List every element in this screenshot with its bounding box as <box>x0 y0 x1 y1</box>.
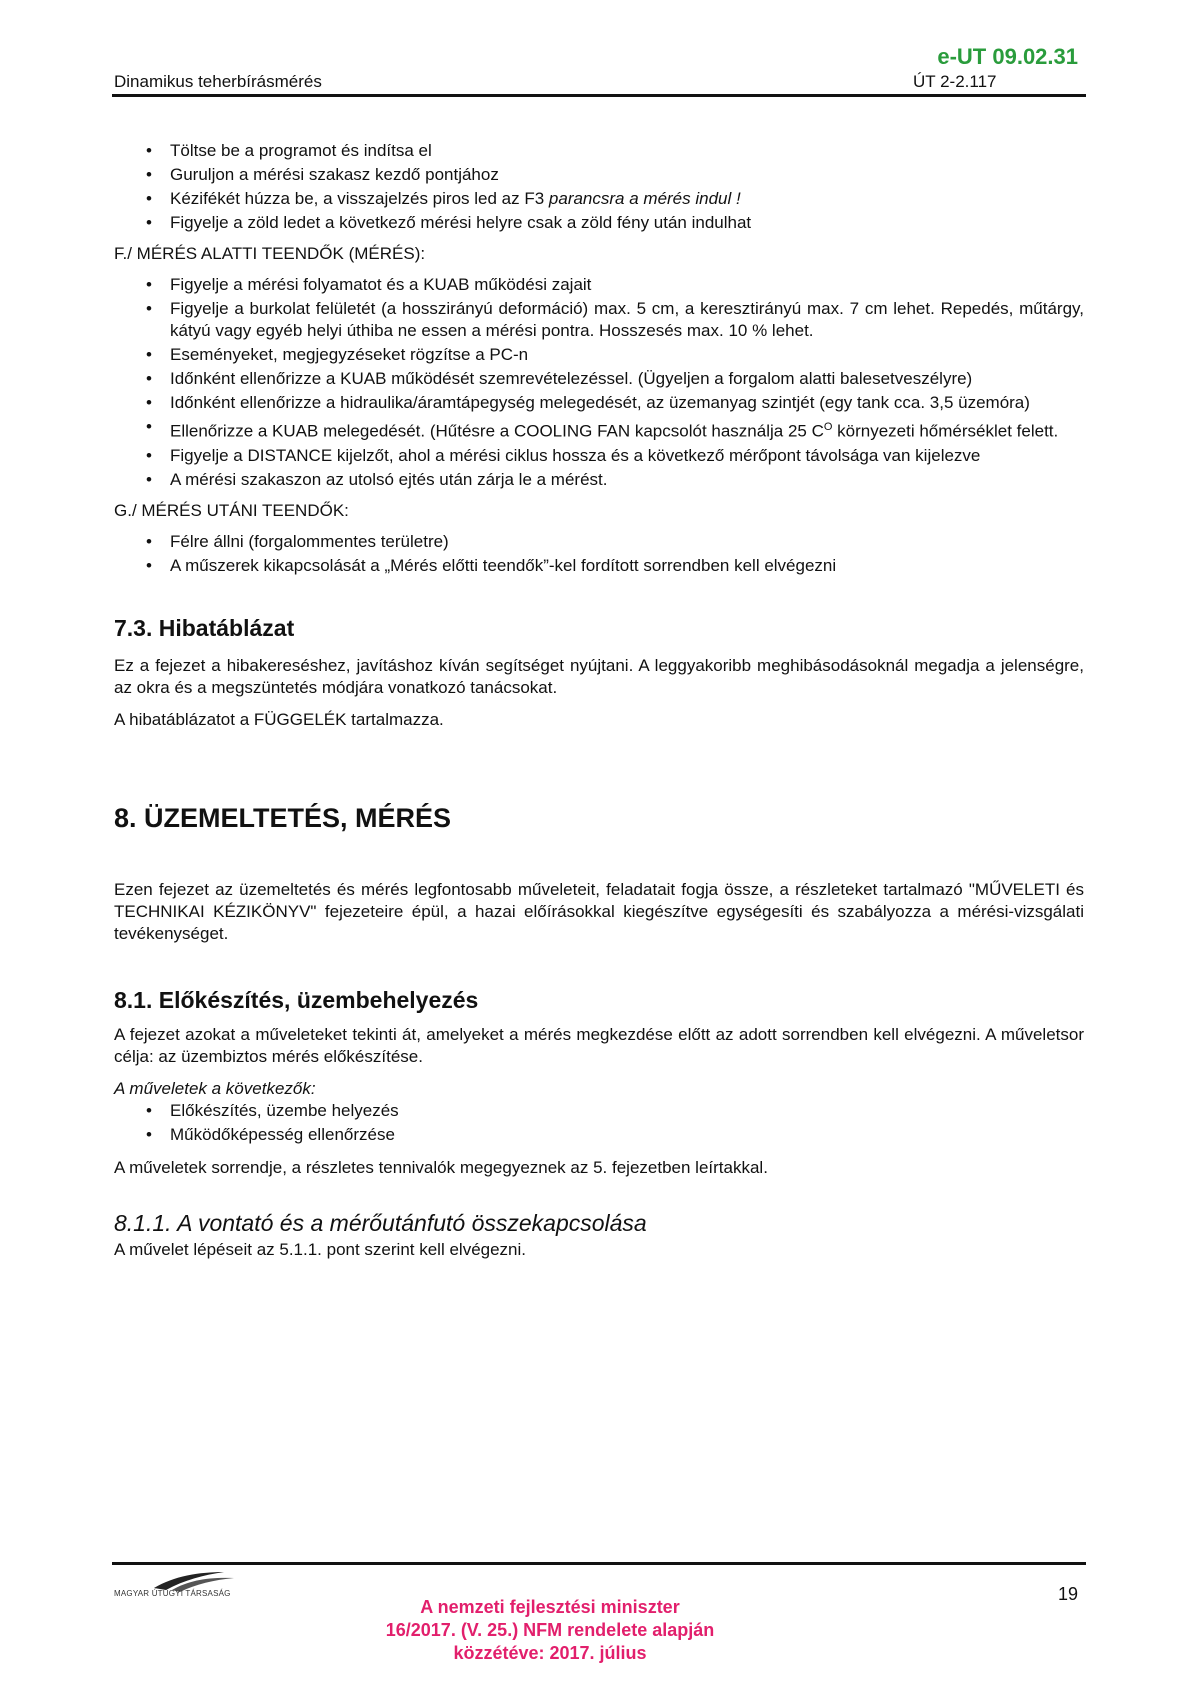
superscript: O <box>823 421 833 433</box>
section-g-list <box>114 531 1084 577</box>
list-item: • Működőképesség ellenőrzése <box>170 1124 1084 1146</box>
list-item: • Töltse be a programot és indítsa el <box>170 140 1084 162</box>
top-list <box>114 140 1084 234</box>
document-code: e-UT 09.02.31 <box>937 44 1078 69</box>
page-body <box>114 140 1084 1261</box>
list-item: • Időnként ellenőrizze a hidraulika/áramtápegység melegedését, az üzemanyag szintjét (egy tank cca. 3,5 üzemóra) <box>170 392 1084 414</box>
list-item: • Figyelje a mérési folyamatot és a KUAB működési zajait <box>170 274 1084 296</box>
header-title: Dinamikus teherbírásmérés <box>114 72 322 91</box>
logo-text: MAGYAR ÚTÜGYI TÁRSASÁG <box>114 1589 231 1598</box>
list-item: • Előkészítés, üzembe helyezés <box>170 1100 1084 1122</box>
list-item-text: Kézifékét húzza be, a visszajelzés piros led az F3 <box>170 189 549 208</box>
page-number: 19 <box>1058 1584 1079 1604</box>
paragraph: Ezen fejezet az üzemeltetés és mérés legfontosabb műveleteit, feladatait fogja össze, a részleteket tartalmazó "MŰVELETI és TECHNIKAI KÉZIKÖNYV" fejezeteire épül, a hazai előírásokkal kiegészítve egységesíti és szabályozza a mérési-vizsgálati tevékenységet. <box>114 879 1084 943</box>
list-item: • Eseményeket, megjegyzéseket rögzítse a PC-n <box>170 344 1084 366</box>
section-f-list <box>114 274 1084 491</box>
subsection-heading-8-1-1: 8.1.1. A vontató és a mérőutánfutó összekapcsolása <box>114 1209 647 1236</box>
notice-line: A nemzeti fejlesztési miniszter <box>420 1597 680 1617</box>
section-f-label: F./ MÉRÉS ALATTI TEENDŐK (MÉRÉS): <box>114 244 426 263</box>
list-item <box>170 188 1084 210</box>
notice-line: közzétéve: 2017. július <box>453 1643 647 1663</box>
list-intro: A műveletek a következők: <box>114 1078 316 1098</box>
list-item: • Időnként ellenőrizze a KUAB működését szemrevételezéssel. (Ügyeljen a forgalom alatti balesetveszélyre) <box>170 368 1084 390</box>
list-item: • Félre állni (forgalommentes területre) <box>170 531 1084 553</box>
list-item: • Figyelje a DISTANCE kijelzőt, ahol a mérési ciklus hossza és a következő mérőpont távolsága van kijelezve <box>170 445 1084 467</box>
notice-line: 16/2017. (V. 25.) NFM rendelete alapján <box>385 1620 715 1640</box>
paragraph: A műveletek sorrendje, a részletes tennivalók megegyeznek az 5. fejezetben leírtakkal. <box>114 1157 768 1177</box>
list-item-text: környezeti hőmérséklet felett. <box>832 421 1059 441</box>
header-standard: ÚT 2-2.117 <box>913 72 997 91</box>
list-item: • Figyelje a zöld ledet a következő mérési helyre csak a zöld fény után indulhat <box>170 212 1084 234</box>
list-item-text: Ellenőrizze a KUAB melegedését. (Hűtésre a COOLING FAN kapcsolót használja 25 C <box>170 421 824 441</box>
header-divider <box>112 94 1086 97</box>
section-heading-8-1: 8.1. Előkészítés, üzembehelyezés <box>114 986 479 1013</box>
paragraph: A fejezet azokat a műveleteket tekinti át, amelyeket a mérés megkezdése előtt az adott sorrendben kell elvégezni. A műveletsor célja: az üzembiztos mérés előkészítése. <box>114 1024 1084 1066</box>
list-item: • A mérési szakaszon az utolsó ejtés után zárja le a mérést. <box>170 469 1084 491</box>
list-item: • Guruljon a mérési szakasz kezdő pontjához <box>170 164 1084 186</box>
footer-divider <box>112 1562 1086 1565</box>
list-item: • Figyelje a burkolat felületét (a hosszirányú deformáció) max. 5 cm, a keresztirányú max. 7 cm lehet. Repedés, műtárgy, kátyú vagy egyéb helyi úthiba ne essen a mérési pontra. Hosszesés max. 10 % lehet. <box>170 298 1084 342</box>
list-item-italic: parancsra a mérés indul ! <box>548 189 741 208</box>
list-item: • A műszerek kikapcsolását a „Mérés előtti teendők”-kel fordított sorrendben kell elvégezni <box>170 555 1084 577</box>
section-g-label: G./ MÉRÉS UTÁNI TEENDŐK: <box>114 500 349 520</box>
section-heading-7-3: 7.3. Hibatáblázat <box>114 614 295 641</box>
paragraph: A művelet lépéseit az 5.1.1. pont szerint kell elvégezni. <box>114 1239 527 1259</box>
publication-notice <box>0 1596 1190 1665</box>
chapter-heading-8: 8. ÜZEMELTETÉS, MÉRÉS <box>114 802 452 833</box>
operations-list <box>114 1100 1084 1146</box>
paragraph: Ez a fejezet a hibakereséshez, javításhoz kíván segítséget nyújtani. A leggyakoribb meghibásodásoknál megadja a jelenségre, az okra és a megszüntetés módjára vonatkozó tanácsokat. <box>114 655 1084 697</box>
paragraph: A hibatáblázatot a FÜGGELÉK tartalmazza. <box>114 709 444 729</box>
list-item <box>170 416 1084 443</box>
